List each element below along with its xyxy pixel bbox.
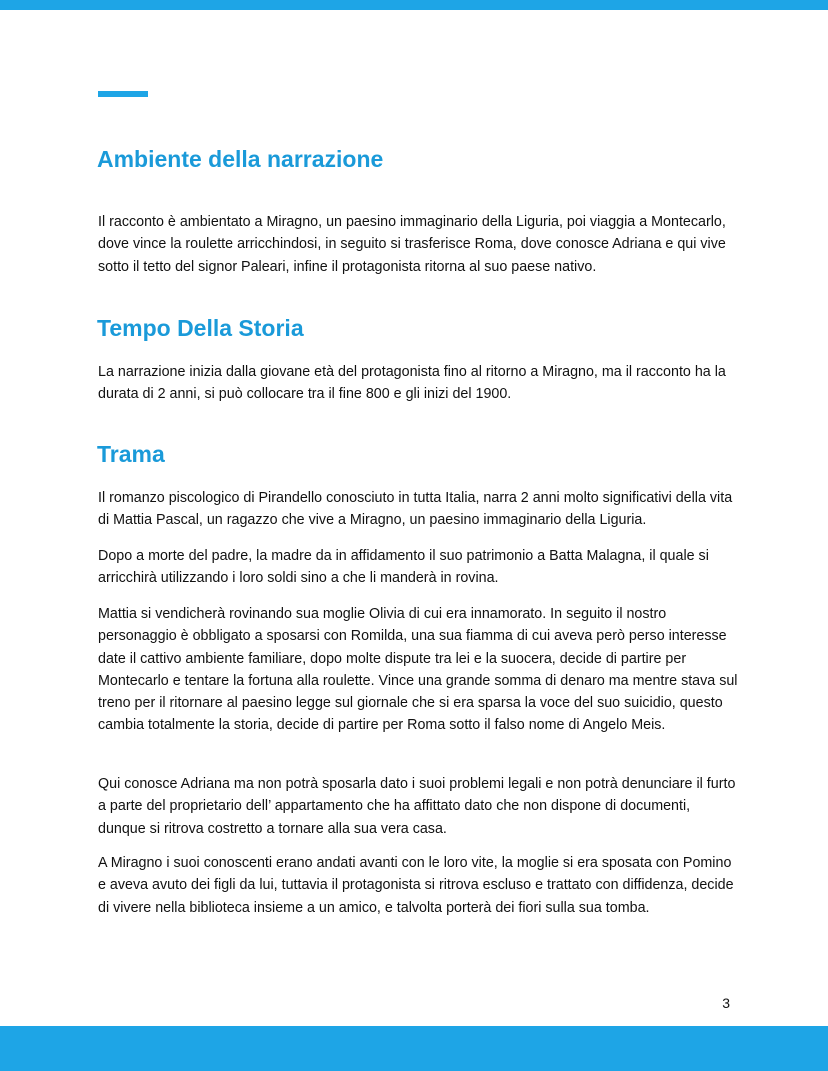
- paragraph-trama-3: Mattia si vendicherà rovinando sua moglie Olivia di cui era innamorato. In seguito il nostro personaggio è obbligato a sposarsi con Romilda, una sua fiamma di cui aveva però perso interesse date il cattivo ambiente familiare, dopo molte dispute tra lei e la suocera, decide di partire per Montecarlo e tentare la fortuna alla roulette. Vince una grande somma di denaro ma mentre stava sul treno per il ritornare al paesino legge sul giornale che si era sparsa la voce del suo suicidio, questo cambia totalmente la storia, decide di partire per Roma sotto il falso nome di Angelo Meis.: [98, 606, 738, 734]
- top-accent-bar: [0, 0, 828, 10]
- paragraph-trama-2: Dopo a morte del padre, la madre da in affidamento il suo patrimonio a Batta Malagna, il quale si arricchirà utilizzando i loro soldi sino a che li manderà in rovina.: [98, 548, 709, 587]
- page-number: 3: [722, 995, 730, 1011]
- accent-dash: [98, 91, 148, 97]
- paragraph-tempo: La narrazione inizia dalla giovane età del protagonista fino al ritorno a Miragno, ma il racconto ha la durata di 2 anni, si può collocare tra il fine 800 e gli inizi del 1900.: [98, 364, 726, 403]
- bottom-accent-bar: [0, 1026, 828, 1071]
- paragraph-ambiente: Il racconto è ambientato a Miragno, un paesino immaginario della Liguria, poi viaggia a Montecarlo, dove vince la roulette arricchindosi, in seguito si trasferisce Roma, dove conosce Adriana e qui vive sotto il tetto del signor Paleari, infine il protagonista ritorna al suo paese nativo.: [98, 214, 726, 275]
- paragraph-trama-4: Qui conosce Adriana ma non potrà sposarla dato i suoi problemi legali e non potrà denunciare il furto a parte del proprietario dell’ appartamento che ha affittato dato che non dispone di documenti, dunque si ritrova costretto a tornare alla sua vera casa.: [98, 776, 736, 837]
- paragraph-trama-5: A Miragno i suoi conoscenti erano andati avanti con le loro vite, la moglie si era sposata con Pomino e aveva avuto dei figli da lui, tuttavia il protagonista si ritrova escluso e trattato con diffidenza, decide di vivere nella biblioteca insieme a un amico, e talvolta porterà dei fiori sulla sua tomba.: [98, 855, 734, 916]
- heading-ambiente: Ambiente della narrazione: [97, 146, 384, 172]
- heading-trama: Trama: [97, 441, 165, 467]
- paragraph-trama-1: Il romanzo piscologico di Pirandello conosciuto in tutta Italia, narra 2 anni molto significativi della vita di Mattia Pascal, un ragazzo che vive a Miragno, un paesino immaginario della Liguria.: [98, 490, 733, 529]
- heading-tempo: Tempo Della Storia: [97, 315, 304, 341]
